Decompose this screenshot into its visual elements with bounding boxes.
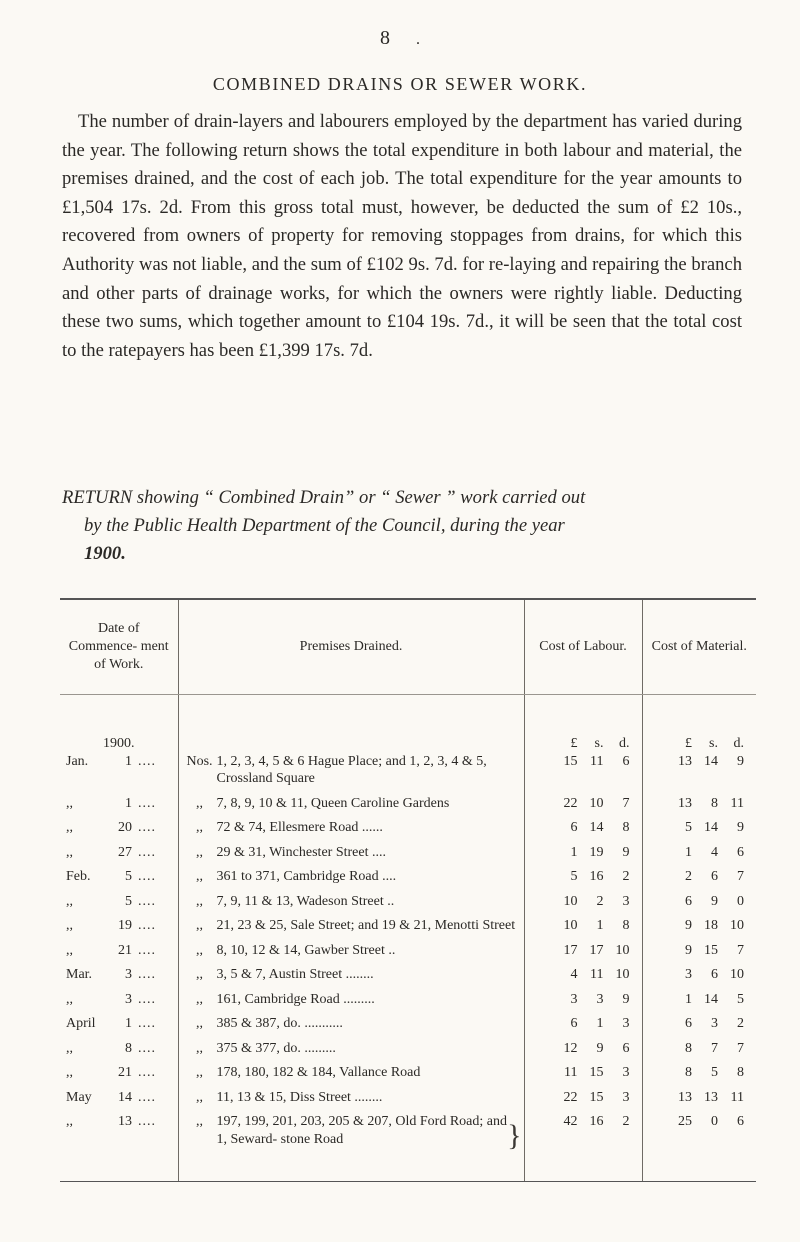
pounds-label: £ xyxy=(685,736,692,751)
return-table xyxy=(60,598,756,1182)
shillings-value: 3 xyxy=(596,991,604,1007)
date-month: ,, xyxy=(66,1065,73,1080)
shillings-value: 15 xyxy=(589,1089,604,1105)
pence-value: 2 xyxy=(737,1016,744,1031)
date-month: ,, xyxy=(66,942,73,958)
shillings-value: 15 xyxy=(704,942,718,958)
material-cost xyxy=(647,1040,753,1058)
labour-cost xyxy=(529,844,638,862)
table-row xyxy=(60,1113,756,1182)
date-day: 1 xyxy=(125,795,132,811)
table-row xyxy=(60,893,756,918)
premises-text: 7, 9, 11 & 13, Wadeson Street .. xyxy=(216,893,395,909)
intro-text: The number of drain-layers and labourers employed by the department has varied during the year. The following return shows the total expenditure in both labour and material, the premises drained, and the cost of each job. The total expenditure for the year amounts to £1,504 17s. 2d. From this gross total must, however, be deducted the sum of £2 10s., recovered from owners of property for removing stoppages from drains, for which this Authority was not liable, and the sum of £102 9s. 7d. for re-laying and repairing the branch and other parts of drainage works, for which the owners were rightly liable. Deducting these two sums, which together amount to £104 19s. 7d., it will be seen that the total cost to the ratepayers has been £1,399 17s. 7d. xyxy=(62,111,742,361)
leader-dots: .... xyxy=(138,820,156,835)
premises-prefix: Nos. xyxy=(186,753,213,769)
leader-dots: .... xyxy=(138,869,156,884)
pounds-value: 9 xyxy=(685,942,692,958)
pounds-value: 6 xyxy=(570,820,578,835)
premises-text: 375 & 377, do. ......... xyxy=(216,1040,336,1056)
premises-text: 7, 8, 9, 10 & 11, Queen Caroline Gardens xyxy=(216,795,450,811)
shillings-value: 14 xyxy=(704,991,718,1007)
date-day: 5 xyxy=(125,869,132,884)
pence-value: 7 xyxy=(622,795,630,811)
pence-label: d. xyxy=(733,736,744,751)
commencement-date xyxy=(64,753,174,771)
labour-cost xyxy=(529,1089,638,1107)
premises-text: 161, Cambridge Road ......... xyxy=(216,991,375,1007)
pence-value: 3 xyxy=(622,1065,630,1080)
pounds-value: 15 xyxy=(563,753,578,769)
premises-cell xyxy=(183,819,520,837)
shillings-value: 8 xyxy=(711,795,718,811)
premises-text: 8, 10, 12 & 14, Gawber Street .. xyxy=(216,942,396,958)
pence-value: 9 xyxy=(622,991,630,1007)
premises-cell xyxy=(183,844,520,862)
labour-cost xyxy=(529,795,638,813)
pounds-value: 25 xyxy=(678,1114,692,1129)
shillings-value: 16 xyxy=(589,1114,604,1129)
premises-prefix: ,, xyxy=(196,942,203,958)
date-day: 13 xyxy=(118,1114,132,1129)
material-cost xyxy=(647,1015,753,1033)
premises-prefix: ,, xyxy=(196,1114,203,1129)
premises-prefix: ,, xyxy=(196,795,203,811)
table-body xyxy=(60,695,756,1182)
shillings-value: 14 xyxy=(704,820,718,835)
premises-prefix: ,, xyxy=(196,893,203,909)
page-number: 8 . xyxy=(380,27,420,49)
pounds-value: 13 xyxy=(678,1089,692,1105)
pounds-value: 3 xyxy=(685,967,692,982)
pence-value: 6 xyxy=(737,844,744,860)
pence-value: 7 xyxy=(737,1040,744,1056)
date-month: ,, xyxy=(66,918,73,933)
premises-cell xyxy=(183,1040,520,1058)
units-row xyxy=(60,735,756,753)
table-row xyxy=(60,991,756,1016)
commencement-date xyxy=(64,868,174,886)
date-month: ,, xyxy=(66,1040,73,1056)
table-row xyxy=(60,844,756,869)
shillings-value: 11 xyxy=(590,967,604,982)
shillings-value: 6 xyxy=(711,869,718,884)
premises-text: 197, 199, 201, 203, 205 & 207, Old Ford Road; and 1, Seward- stone Road xyxy=(216,1114,507,1147)
pounds-value: 1 xyxy=(685,991,692,1007)
return-title-line2: by the Public Health Department of the Council, during the year xyxy=(84,515,565,536)
pounds-value: 10 xyxy=(563,918,578,933)
commencement-date xyxy=(64,893,174,911)
date-day: 1 xyxy=(125,753,132,769)
premises-text: 361 to 371, Cambridge Road .... xyxy=(216,869,397,884)
commencement-date xyxy=(64,917,174,935)
return-title-year: 1900. xyxy=(84,543,126,564)
premises-cell xyxy=(183,942,520,960)
shillings-value: 18 xyxy=(704,918,718,933)
pence-value: 5 xyxy=(737,991,744,1007)
labour-cost xyxy=(529,1064,638,1082)
commencement-date xyxy=(64,844,174,862)
year-label: 1900. xyxy=(103,736,135,751)
commencement-date xyxy=(64,1015,174,1033)
commencement-date xyxy=(64,1089,174,1107)
leader-dots: .... xyxy=(138,795,156,811)
return-title xyxy=(62,484,744,568)
premises-text: 3, 5 & 7, Austin Street ........ xyxy=(216,967,374,982)
date-month: Mar. xyxy=(66,967,93,982)
material-cost xyxy=(647,893,753,911)
shillings-value: 6 xyxy=(711,967,718,982)
pounds-value: 6 xyxy=(685,1016,692,1031)
intro-paragraph xyxy=(62,108,742,365)
table-row xyxy=(60,753,756,795)
table-row xyxy=(60,1040,756,1065)
date-month: ,, xyxy=(66,844,73,860)
pence-value: 8 xyxy=(737,1065,744,1080)
pence-value: 2 xyxy=(622,869,630,884)
premises-cell xyxy=(183,1015,520,1033)
premises-prefix: ,, xyxy=(196,1016,203,1031)
shillings-value: 7 xyxy=(711,1040,718,1056)
premises-prefix: ,, xyxy=(196,844,203,860)
leader-dots: .... xyxy=(138,753,156,769)
material-cost xyxy=(647,795,753,813)
labour-cost xyxy=(529,753,638,771)
labour-cost xyxy=(529,1040,638,1058)
premises-prefix: ,, xyxy=(196,820,203,835)
shillings-label: s. xyxy=(709,736,718,751)
commencement-date xyxy=(64,819,174,837)
shillings-value: 9 xyxy=(596,1040,604,1056)
pence-value: 9 xyxy=(622,844,630,860)
pounds-value: 8 xyxy=(685,1065,692,1080)
material-cost xyxy=(647,844,753,862)
premises-text: 11, 13 & 15, Diss Street ........ xyxy=(216,1089,383,1105)
shillings-value: 16 xyxy=(589,869,604,884)
date-day: 8 xyxy=(125,1040,132,1056)
premises-cell xyxy=(183,1064,520,1082)
premises-cell xyxy=(183,795,520,813)
labour-cost xyxy=(529,868,638,886)
leader-dots: .... xyxy=(138,918,156,933)
leader-dots: .... xyxy=(138,844,156,860)
material-cost xyxy=(647,1113,753,1131)
table-row xyxy=(60,966,756,991)
pounds-value: 6 xyxy=(685,893,692,909)
pounds-value: 9 xyxy=(685,918,692,933)
premises-prefix: ,, xyxy=(196,1065,203,1080)
pence-value: 6 xyxy=(622,753,630,769)
pence-value: 2 xyxy=(622,1114,630,1129)
pounds-value: 4 xyxy=(570,967,578,982)
premises-text: 385 & 387, do. ........... xyxy=(216,1016,343,1031)
date-month: April xyxy=(66,1016,96,1031)
commencement-date xyxy=(64,795,174,813)
date-month: ,, xyxy=(66,1114,73,1129)
pence-value: 7 xyxy=(737,869,744,884)
material-cost xyxy=(647,942,753,960)
material-cost xyxy=(647,991,753,1009)
material-cost xyxy=(647,819,753,837)
pounds-value: 11 xyxy=(564,1065,578,1080)
premises-prefix: ,, xyxy=(196,991,203,1007)
labour-cost xyxy=(529,966,638,984)
premises-cell xyxy=(183,917,520,935)
table-row xyxy=(60,1015,756,1040)
material-cost xyxy=(647,1064,753,1082)
premises-cell xyxy=(183,893,520,911)
shillings-label: s. xyxy=(594,736,604,751)
shillings-value: 3 xyxy=(711,1016,718,1031)
shillings-value: 11 xyxy=(590,753,604,769)
premises-text: 1, 2, 3, 4, 5 & 6 Hague Place; and 1, 2, 3, 4 & 5, Crossland Square xyxy=(216,753,487,786)
labour-cost xyxy=(529,991,638,1009)
date-day: 3 xyxy=(125,967,132,982)
date-month: ,, xyxy=(66,820,73,835)
pence-value: 10 xyxy=(615,967,630,982)
commencement-date xyxy=(64,966,174,984)
shillings-value: 10 xyxy=(589,795,604,811)
shillings-value: 15 xyxy=(589,1065,604,1080)
date-month: May xyxy=(66,1089,92,1105)
date-day: 20 xyxy=(118,820,132,835)
pence-value: 3 xyxy=(622,893,630,909)
pence-value: 0 xyxy=(737,893,744,909)
shillings-value: 9 xyxy=(711,893,718,909)
pounds-value: 5 xyxy=(570,869,578,884)
pence-value: 11 xyxy=(730,1089,744,1105)
date-month: Jan. xyxy=(66,753,89,769)
premises-cell xyxy=(183,868,520,886)
shillings-value: 1 xyxy=(596,918,604,933)
shillings-value: 5 xyxy=(711,1065,718,1080)
premises-cell xyxy=(183,991,520,1009)
shillings-value: 1 xyxy=(596,1016,604,1031)
date-day: 19 xyxy=(118,918,132,933)
commencement-date xyxy=(64,1064,174,1082)
date-month: ,, xyxy=(66,991,73,1007)
header-labour: Cost of Labour. xyxy=(524,599,642,695)
labour-cost xyxy=(529,1015,638,1033)
return-title-line1: RETURN showing “ Combined Drain” or “ Sewer ” work carried out xyxy=(62,487,586,508)
header-date: Date of Commence- ment of Work. xyxy=(60,599,178,695)
material-cost xyxy=(647,966,753,984)
table-header-row xyxy=(60,599,756,695)
date-day: 5 xyxy=(125,893,132,909)
header-premises: Premises Drained. xyxy=(178,599,524,695)
table-row xyxy=(60,1089,756,1114)
leader-dots: .... xyxy=(138,1040,156,1056)
pounds-value: 42 xyxy=(563,1114,578,1129)
leader-dots: .... xyxy=(138,1089,156,1105)
pounds-value: 12 xyxy=(563,1040,578,1056)
pence-value: 3 xyxy=(622,1016,630,1031)
pounds-value: 13 xyxy=(678,795,692,811)
material-cost xyxy=(647,1089,753,1107)
pounds-value: 3 xyxy=(570,991,578,1007)
pounds-value: 10 xyxy=(563,893,578,909)
header-material: Cost of Material. xyxy=(642,599,756,695)
pence-value: 11 xyxy=(730,795,744,811)
date-day: 21 xyxy=(118,942,132,958)
premises-text: 178, 180, 182 & 184, Vallance Road xyxy=(216,1065,421,1080)
table-row xyxy=(60,795,756,820)
pence-value: 7 xyxy=(737,942,744,958)
labour-units xyxy=(529,735,638,753)
pence-value: 6 xyxy=(622,1040,630,1056)
date-day: 21 xyxy=(118,1065,132,1080)
commencement-date xyxy=(64,1113,174,1131)
section-heading: COMBINED DRAINS OR SEWER WORK. xyxy=(212,74,588,94)
material-units xyxy=(647,735,753,753)
pence-value: 8 xyxy=(622,820,630,835)
premises-prefix: ,, xyxy=(196,1089,203,1105)
table-row xyxy=(60,868,756,893)
date-day: 27 xyxy=(118,844,132,860)
commencement-date xyxy=(64,1040,174,1058)
commencement-date xyxy=(64,991,174,1009)
leader-dots: .... xyxy=(138,1065,156,1080)
leader-dots: .... xyxy=(138,893,156,909)
premises-cell xyxy=(183,753,520,788)
table-row xyxy=(60,819,756,844)
pounds-value: 1 xyxy=(570,844,578,860)
premises-cell xyxy=(183,966,520,984)
labour-cost xyxy=(529,942,638,960)
labour-cost xyxy=(529,893,638,911)
leader-dots: .... xyxy=(138,991,156,1007)
premises-prefix: ,, xyxy=(196,869,203,884)
table-row xyxy=(60,1064,756,1089)
shillings-value: 17 xyxy=(589,942,604,958)
premises-cell xyxy=(183,1113,508,1148)
pounds-value: 22 xyxy=(563,1089,578,1105)
pence-value: 10 xyxy=(730,918,744,933)
date-month: Feb. xyxy=(66,869,91,884)
pounds-value: 6 xyxy=(570,1016,578,1031)
date-day: 3 xyxy=(125,991,132,1007)
pence-value: 9 xyxy=(737,820,744,835)
shillings-value: 2 xyxy=(596,893,604,909)
pence-value: 8 xyxy=(622,918,630,933)
labour-cost xyxy=(529,1113,638,1131)
pounds-value: 13 xyxy=(678,753,692,769)
table-row xyxy=(60,917,756,942)
commencement-date xyxy=(64,942,174,960)
pence-label: d. xyxy=(619,736,630,751)
pounds-label: £ xyxy=(570,736,578,751)
shillings-value: 19 xyxy=(589,844,604,860)
premises-prefix: ,, xyxy=(196,1040,203,1056)
pounds-value: 1 xyxy=(685,844,692,860)
shillings-value: 14 xyxy=(589,820,604,835)
premises-text: 29 & 31, Winchester Street .... xyxy=(216,844,386,860)
leader-dots: .... xyxy=(138,1114,156,1129)
labour-cost xyxy=(529,819,638,837)
pence-value: 9 xyxy=(737,753,744,769)
pence-value: 10 xyxy=(730,967,744,982)
date-month: ,, xyxy=(66,795,73,811)
premises-prefix: ,, xyxy=(196,918,203,933)
spacer-row xyxy=(60,695,756,736)
labour-cost xyxy=(529,917,638,935)
pounds-value: 2 xyxy=(685,869,692,884)
date-month: ,, xyxy=(66,893,73,909)
material-cost xyxy=(647,753,753,771)
premises-prefix: ,, xyxy=(196,967,203,982)
premises-cell xyxy=(183,1089,520,1107)
pence-value: 6 xyxy=(737,1114,744,1129)
table-row xyxy=(60,942,756,967)
leader-dots: .... xyxy=(138,967,156,982)
date-day: 1 xyxy=(125,1016,132,1031)
pounds-value: 5 xyxy=(685,820,692,835)
pounds-value: 17 xyxy=(563,942,578,958)
premises-text: 21, 23 & 25, Sale Street; and 19 & 21, Menotti Street xyxy=(216,918,516,933)
shillings-value: 0 xyxy=(711,1114,718,1129)
date-day: 14 xyxy=(118,1089,132,1105)
pounds-value: 22 xyxy=(563,795,578,811)
material-cost xyxy=(647,868,753,886)
pence-value: 10 xyxy=(615,942,630,958)
pounds-value: 8 xyxy=(685,1040,692,1056)
premises-text: 72 & 74, Ellesmere Road ...... xyxy=(216,820,383,835)
shillings-value: 13 xyxy=(704,1089,718,1105)
shillings-value: 4 xyxy=(711,844,718,860)
shillings-value: 14 xyxy=(704,753,718,769)
brace-mark: } xyxy=(507,1119,522,1152)
pence-value: 3 xyxy=(622,1089,630,1105)
leader-dots: .... xyxy=(138,942,156,958)
material-cost xyxy=(647,917,753,935)
leader-dots: .... xyxy=(138,1016,156,1031)
